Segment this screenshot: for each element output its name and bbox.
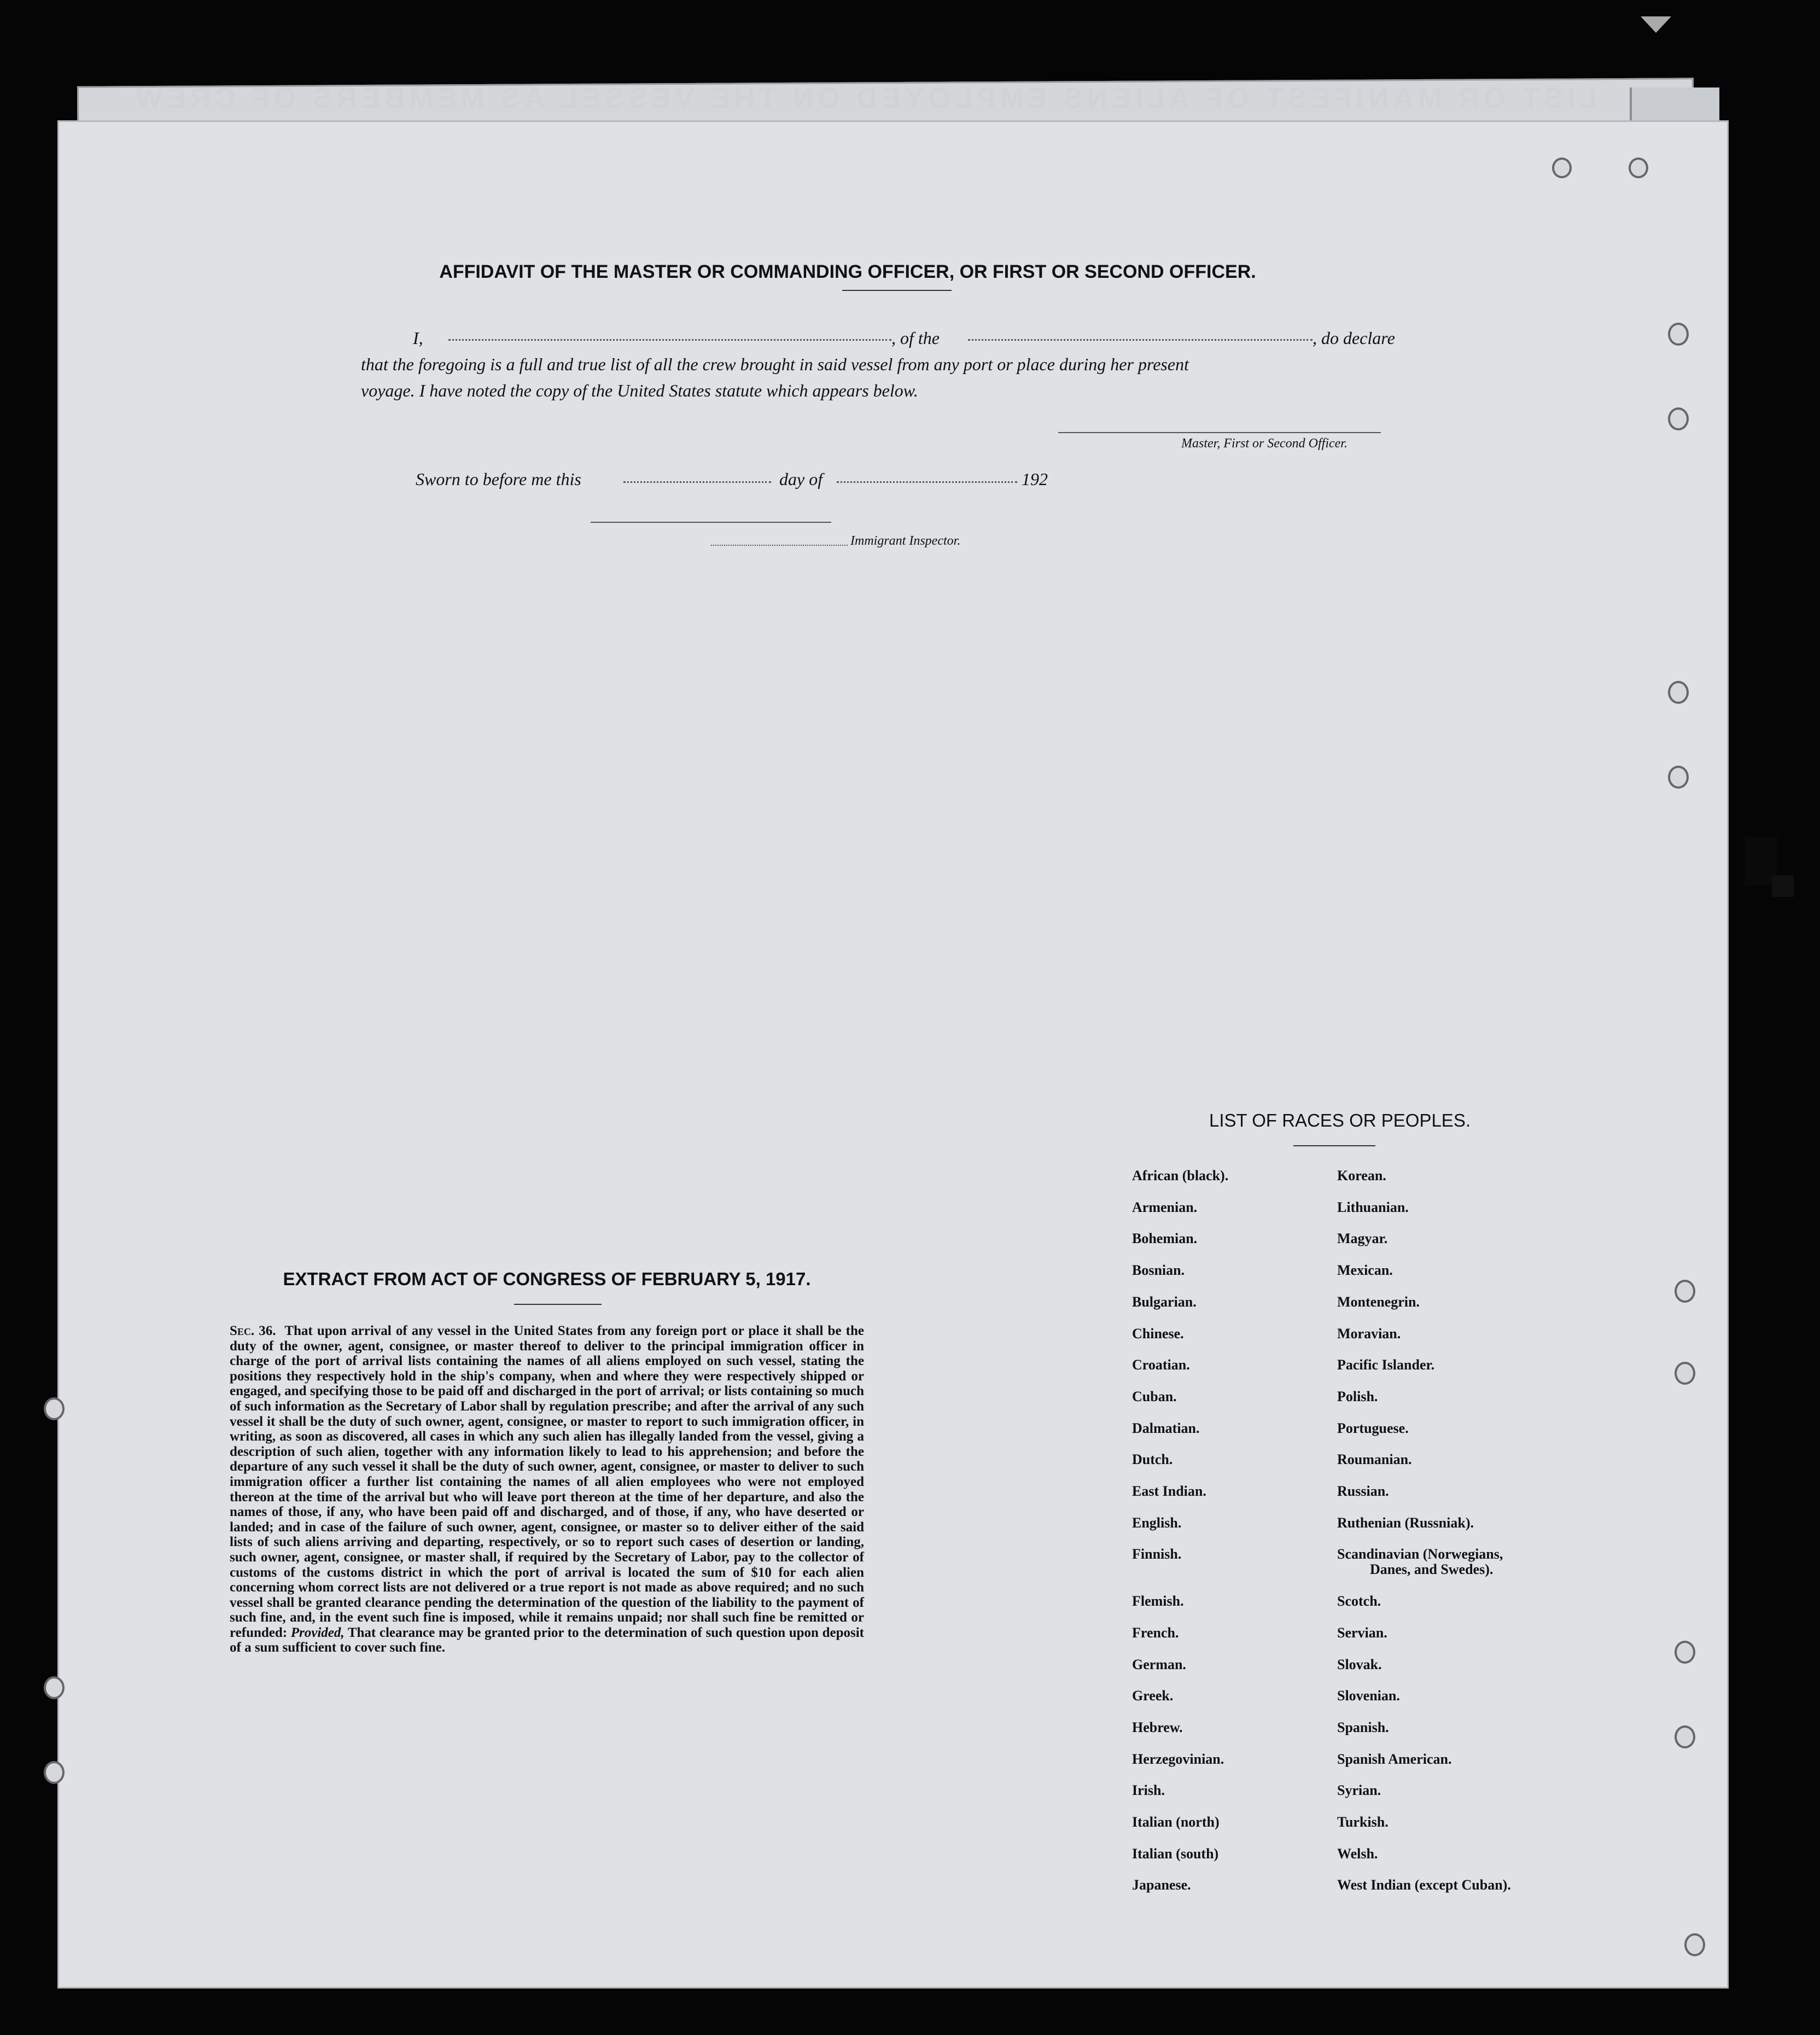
race-item: German. [1132, 1656, 1186, 1672]
race-item: Roumanian. [1337, 1451, 1412, 1468]
race-item: Polish. [1337, 1388, 1378, 1404]
race-item: Spanish. [1337, 1719, 1389, 1735]
provided-word: Provided, [290, 1625, 345, 1640]
race-item: Montenegrin. [1337, 1293, 1420, 1310]
affidavit-title: AFFIDAVIT OF THE MASTER OR COMMANDING OFFICER, OR FIRST OR SECOND OFFICER. [439, 261, 1256, 282]
race-item: Moravian. [1337, 1325, 1401, 1342]
punch-hole [1629, 158, 1648, 178]
race-item: Ruthenian (Russniak). [1337, 1514, 1474, 1531]
section-label: Sec. 36. [230, 1323, 276, 1338]
race-item: Finnish. [1132, 1546, 1182, 1562]
race-item: Herzegovinian. [1132, 1751, 1224, 1767]
race-item: Bosnian. [1132, 1262, 1185, 1279]
race-item: Spanish American. [1337, 1751, 1452, 1767]
race-item: Dalmatian. [1132, 1420, 1200, 1436]
races-title: LIST OF RACES OR PEOPLES. [1209, 1110, 1471, 1130]
inspector-caption: Immigrant Inspector. [850, 534, 961, 548]
race-item: Mexican. [1337, 1262, 1393, 1279]
month-blank [837, 481, 1017, 483]
inspector-line [591, 522, 831, 523]
punch-hole [44, 1676, 65, 1699]
name-blank [448, 339, 891, 341]
race-item: English. [1132, 1514, 1182, 1531]
affidavit-line-2: that the foregoing is a full and true list of all the crew brought in said vessel from any port or place during her present [361, 354, 1189, 374]
punch-hole [1668, 681, 1689, 704]
edge-mark [1772, 875, 1794, 897]
race-item: Scandinavian (Norwegians, [1337, 1546, 1503, 1562]
punch-hole [1675, 1362, 1695, 1385]
affidavit-line-3: voyage. I have noted the copy of the United States statute which appears below. [361, 381, 918, 400]
punch-hole [44, 1761, 65, 1784]
race-item: Irish. [1132, 1782, 1165, 1799]
affidavit-of-the: , of the [891, 328, 940, 348]
race-item: Korean. [1337, 1168, 1386, 1183]
race-item: African (black). [1132, 1168, 1229, 1183]
signature-caption: Master, First or Second Officer. [1181, 436, 1348, 451]
race-item: Dutch. [1132, 1451, 1173, 1468]
affidavit-do-declare: , do declare [1312, 328, 1395, 348]
race-item: Japanese. [1132, 1877, 1191, 1893]
day-blank [623, 481, 771, 483]
section-36-text [230, 1323, 864, 1655]
race-item: Servian. [1337, 1624, 1387, 1641]
sworn-day-of: day of [779, 469, 823, 489]
corner-mark [1641, 16, 1671, 33]
race-item: Portuguese. [1337, 1420, 1409, 1436]
extract-title: EXTRACT FROM ACT OF CONGRESS OF FEBRUARY 5, 1917. [283, 1269, 811, 1289]
race-item: Italian (south) [1132, 1845, 1219, 1862]
punch-hole [1668, 766, 1689, 789]
section-body-end: That clearance may be granted prior to the determination of such question upon deposit of a sum sufficient to cover such fine. [230, 1625, 864, 1655]
race-item: Cuban. [1132, 1388, 1177, 1404]
punch-hole [1675, 1280, 1695, 1303]
inspector-blank [711, 545, 848, 546]
race-item: Turkish. [1337, 1814, 1389, 1830]
punch-hole [1675, 1641, 1695, 1664]
race-item: Syrian. [1337, 1782, 1381, 1799]
punch-hole [1668, 407, 1689, 430]
race-item-continued: Danes, and Swedes). [1370, 1561, 1494, 1578]
punch-hole [1668, 323, 1689, 346]
punch-hole [1684, 1933, 1705, 1956]
race-item: Slovenian. [1337, 1688, 1400, 1704]
bleed-through-title: LIST OR MANIFEST OF ALIENS EMPLOYED ON THE VESSEL AS MEMBERS OF CREW [131, 83, 1597, 114]
signature-line [1058, 432, 1381, 433]
race-item: Scotch. [1337, 1593, 1381, 1610]
vessel-blank [968, 339, 1312, 341]
race-item: Armenian. [1132, 1199, 1198, 1215]
race-item: East Indian. [1132, 1483, 1206, 1499]
race-item: Chinese. [1132, 1325, 1184, 1342]
section-body: That upon arrival of any vessel in the United States from any foreign port or place it shall be the duty of the owner, agent, consignee, or master thereof to deliver to the principal immigration officer in charge of the port of arrival lists containing the names of all aliens employed on such vessel, stating the positions they respectively hold in the ship's company, when and where they were respectively shipped or engaged, and specifying those to be paid off and discharged in the port of arrival; or lists containing so much of such information as the Secretary of Labor shall by regulation prescribe; and after the arrival of any such vessel it shall be the duty of such owner, agent, consignee, or master to report to such immigration officer, in writing, as soon as discovered, all cases in which any such alien has illegally landed from the vessel, giving a description of such alien, together with any information likely to lead to his apprehension; and before the departure of any such vessel it shall be the duty of such owner, agent, consignee, or master to deliver to such immigration officer a further list containing the names of all alien employees who were not employed thereon at the time of the arrival but who will leave port thereon at the time of her departure, and also the names of those, if any, who have been paid off and discharged, and of those, if any, who have deserted or landed; and in case of the failure of such owner, agent, consignee, or master so to deliver either of the said lists of such aliens arriving and departing, respectively, or so to report such cases of desertion or landing, such owner, agent, consignee, or master shall, if required by the Secretary of Labor, pay to the collector of customs of the customs district in which the port of arrival is located the sum of $10 for each alien concerning whom correct lists are not delivered or a true report is not made as above required; and no such vessel shall be granted clearance pending the determination of the question of the liability to the payment of such fine, and, in the event such fine is imposed, while it remains unpaid; nor shall such fine be remitted or refunded: [230, 1323, 864, 1640]
race-item: Lithuanian. [1337, 1199, 1409, 1215]
race-item: French. [1132, 1624, 1179, 1641]
race-item: Italian (north) [1132, 1814, 1220, 1830]
sworn-prefix: Sworn to before me this [416, 469, 581, 489]
punch-hole [1552, 158, 1572, 178]
race-item: Bohemian. [1132, 1231, 1198, 1247]
affidavit-i: I, [413, 328, 423, 348]
race-item: Hebrew. [1132, 1719, 1183, 1735]
title-underline [842, 290, 952, 291]
race-item: Pacific Islander. [1337, 1357, 1435, 1373]
race-item: Welsh. [1337, 1845, 1378, 1862]
punch-hole [44, 1397, 65, 1420]
race-item: Bulgarian. [1132, 1293, 1197, 1310]
race-item: West Indian (except Cuban). [1337, 1877, 1511, 1893]
race-item: Russian. [1337, 1483, 1389, 1499]
race-item: Greek. [1132, 1688, 1174, 1704]
punch-hole [1675, 1725, 1695, 1748]
sworn-year: 192 [1022, 469, 1048, 489]
race-item: Slovak. [1337, 1656, 1382, 1672]
race-item: Croatian. [1132, 1357, 1190, 1373]
races-underline [1293, 1145, 1375, 1146]
race-item: Magyar. [1337, 1231, 1388, 1247]
race-item: Flemish. [1132, 1593, 1184, 1610]
extract-underline [514, 1304, 602, 1305]
